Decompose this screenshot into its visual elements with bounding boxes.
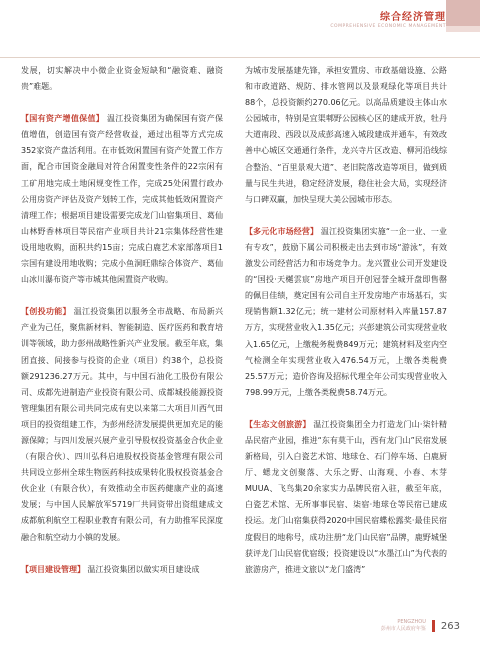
paragraph-body: 温江投资集团以服务全市战略、布局新兴产业为己任，聚焦新材料、智能制造、医疗医药和教育培训等领域，助力彭州战略性新兴产业发展。截至年底，集团直接、间接参与投资的企业（项目）约38个，总投资额291236.27万元。其中，与中国石油化工股份有限公司、成都先进制造产业投资有限公司、成都城投能源投资管理集团有限公司共同完成有史以来第二大项目川西气田项目的投资组建工作，为彭州经济发展提供更加充足的能源保障；与四川发展兴展产业引导股权投资基金合伙企业（有限合伙）、四川弘科启迪股权投资基金管理有限公司共同设立彭州全球生物医药科技成果转化股权投资基金合伙企业（有限合伙），有效推动全市医药健康产业的高速发展；与中国人民解放军5719厂共同资带出资组建成文成都航利航空工程职业教育有限公司，有力助推军民深度融合和航空动力小镇的发展。	[21, 307, 224, 542]
paragraph-gap	[245, 208, 447, 224]
paragraph-gap	[21, 95, 223, 111]
header-divider	[0, 57, 480, 58]
topic-tag: 【生态文创旅游】	[245, 419, 311, 429]
topic-tag: 【创投功能】	[21, 307, 71, 317]
paragraph-intro: 发展，切实解决中小微企业资金短缺和“融资难、融资贵”难题。	[21, 66, 223, 92]
topic-tag: 【多元化市场经营】	[245, 226, 319, 236]
paragraph-body: 温江投资集团实施“一企一业、一业有专攻”，鼓励下属公司积极走出去到市场“游泳”，有效激发公司经营活力和市场竞争力。龙兴置业公司开发建设的“国投·天樾雲宸”房地产项目开创冠誉全城开盘即售罄的佩目佳绩，奠定国有公司自主开发房地产市场基石，实现销售额1.32亿元；统一建材公司原材料入库量157.87万方，实现营业收入1.35亿元；兴彭建筑公司实现营业收入1.65亿元，上缴税务税费849万元；建筑材料及室内空气检测全年实现营业收入476.54万元，上缴各类税费25.57万元；造价咨询及招标代理全年公司实现营业收入798.99万元，上缴各类税费58.74万元。	[245, 226, 447, 397]
paragraph-market	[245, 224, 447, 401]
paragraph-state-assets	[21, 111, 223, 288]
section-heading	[330, 8, 446, 29]
header-accent-block	[446, 0, 480, 26]
paragraph-gap	[245, 401, 447, 417]
paragraph-eco-tourism	[245, 417, 447, 578]
topic-tag: 【项目建设管理】	[21, 564, 85, 574]
topic-tag: 【国有资产增值保值】	[21, 114, 105, 124]
left-column	[21, 63, 223, 578]
footer-brand	[381, 619, 426, 633]
paragraph-gap	[21, 546, 223, 562]
section-subtitle: COMPREHENSIVE ECONOMIC MANAGEMENT	[330, 24, 446, 29]
footer-brand-cn: 彭州市人民政府年鉴	[380, 626, 426, 632]
page-number: 263	[440, 620, 460, 632]
page-header	[0, 0, 480, 60]
paragraph-body: 温江投资集团以做实项目建设成	[87, 564, 200, 574]
section-title: 综合经济管理	[380, 12, 446, 23]
right-column	[245, 63, 447, 578]
footer-accent-bar	[432, 620, 435, 632]
paragraph-body: 温江投资集团全力打造龙门山·柒针精品民宿产业园，推进“东有莫干山，西有龙门山”民宿发展新格局，引入白瓷艺术馆、地球仓、石门停车场、白鹿厨厅、蟋龙文创聚落、大乐之野、山海观、小春、木芽MUUA、飞鸟集20余家实力品牌民宿入驻，截至年底，白瓷艺术馆、无所事事民宿、柒宿·地球仓等民宿已建成投运。龙门山宿集获得2020中国民宿蝶松露奖·最佳民宿度假目的地称号，成功注册“龙门山民宿”品牌，鹿野城堡获评龙门山民宿优宿级；投资建设以“水墨江山”为代表的旅游房产，推进文旅以“龙门盛湾”	[245, 419, 448, 574]
header-accent-strip	[446, 26, 480, 32]
paragraph-project-mgmt	[21, 562, 223, 578]
paragraph-venture	[21, 304, 223, 545]
page-footer	[381, 619, 460, 633]
paragraph-body: 温江投资集团为确保国有资产保值增值，创造国有资产经营收益，通过出租等方式完成352家资产盘活利用。在市低效闲置国有资产处置工作方面，配合市国资金融局对符合闲置变性条件的22宗闲有工矿用地完成土地闲规变性工作，完成25处闲置行政办公用房资产评估及资产划转工作，完成其他低效闲置资产清理工作；根据项目建设需要完成龙门山宿集项目、葛仙山林野香林项目等民宿产业项目共计21宗集体经营性建设用地收购，面积共约15亩；完成白鹿艺术家部落项目1宗国有建设用地收购；完成小鱼洞旺鼎综合体资产、葛仙山冰川瀑布资产等市城其他闲置资产收购。	[21, 114, 224, 285]
footer-brand-en: PENGZHOU	[397, 619, 426, 625]
paragraph-continued: 为城市发展基建先锋，承担安置房、市政基础设施、公路和市政道路、规防、排水管网以及景观绿化等项目共计88个，总投资额约270.06亿元。以高品质建设主体山水公园城市，特别是宜渠郫野公园核心区的建成开放，牡丹大道南段、西段以及成彭高速入城段建成并通车，有效改善中心城区交通通行条件，龙兴寺片区改造、柳河沿线综合整治、“百里景观大道”、老旧院落改造等项目，做到质量与民生共进，稳定经济发展，稳住社会大局，实现经济与口碑双赢，加快呈现大美公园城市形态。	[245, 66, 447, 204]
paragraph-gap	[21, 288, 223, 304]
